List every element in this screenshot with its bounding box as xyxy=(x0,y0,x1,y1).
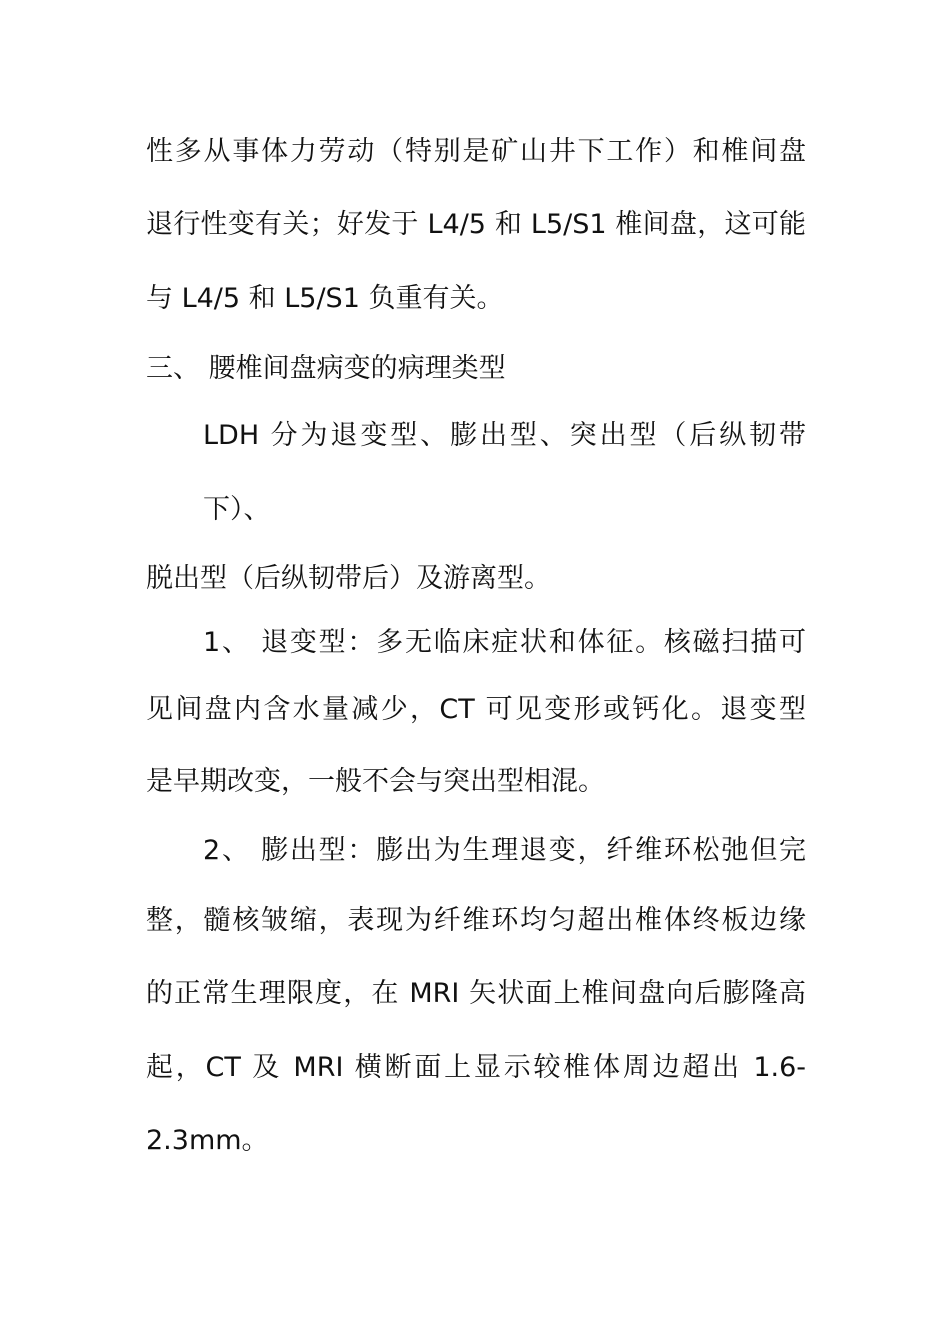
paragraph-line-1: 性多从事体力劳动（特别是矿山井下工作）和椎间盘 xyxy=(146,136,806,167)
list-item-2-line-4: 起，CT 及 MRI 横断面上显示较椎体周边超出 1.6- xyxy=(146,1052,806,1083)
section-heading: 三、 腰椎间盘病变的病理类型 xyxy=(146,353,506,384)
paragraph-line-6: 下）、 xyxy=(203,494,271,525)
list-item-1-line-2: 见间盘内含水量减少，CT 可见变形或钙化。退变型 xyxy=(146,694,806,725)
list-item-1-line-1: 1、 退变型：多无临床症状和体征。核磁扫描可 xyxy=(203,627,806,658)
paragraph-line-5: LDH 分为退变型、膨出型、突出型（后纵韧带 xyxy=(203,420,806,451)
list-item-2-line-5: 2.3mm。 xyxy=(146,1125,269,1156)
paragraph-line-2: 退行性变有关；好发于 L4/5 和 L5/S1 椎间盘，这可能 xyxy=(146,209,806,240)
paragraph-line-7: 脱出型（后纵韧带后）及游离型。 xyxy=(146,563,551,594)
list-item-2-line-1: 2、 膨出型：膨出为生理退变，纤维环松弛但完 xyxy=(203,835,806,866)
list-item-2-line-2: 整，髓核皱缩，表现为纤维环均匀超出椎体终板边缘 xyxy=(146,905,806,936)
list-item-2-line-3: 的正常生理限度，在 MRI 矢状面上椎间盘向后膨隆高 xyxy=(146,978,806,1009)
paragraph-line-3: 与 L4/5 和 L5/S1 负重有关。 xyxy=(146,283,504,314)
list-item-1-line-3: 是早期改变，一般不会与突出型相混。 xyxy=(146,766,605,797)
